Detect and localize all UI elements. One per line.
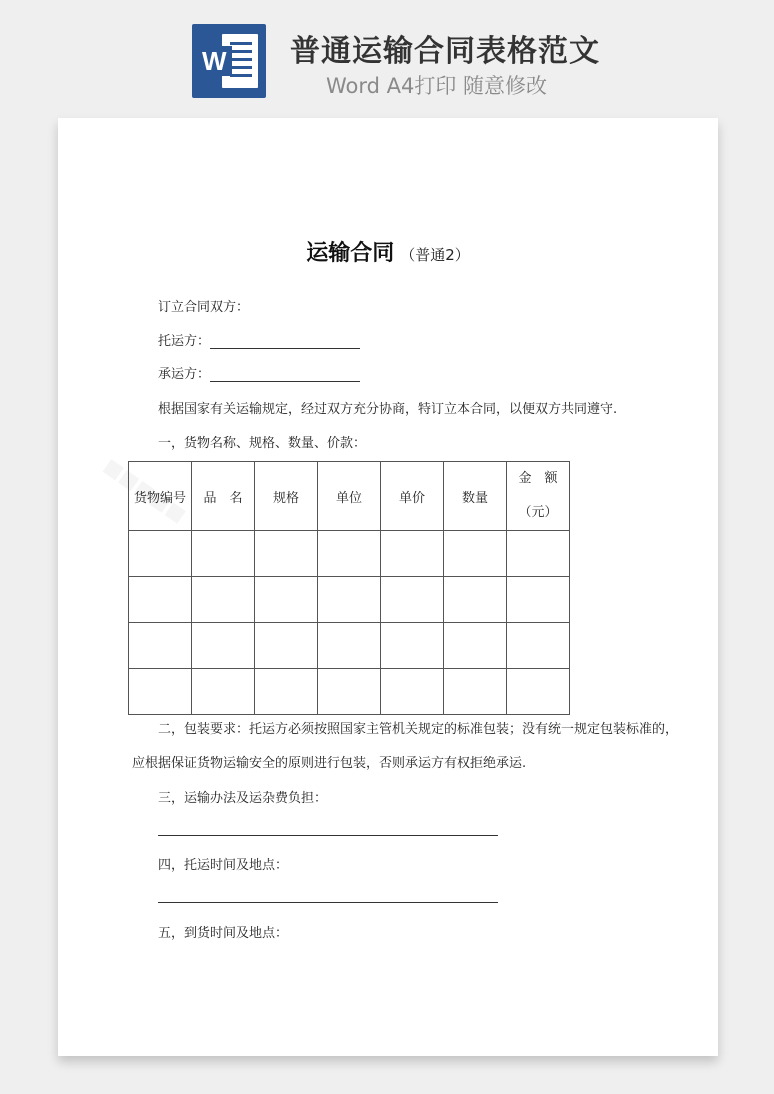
- table-cell[interactable]: [255, 623, 318, 669]
- section3-field[interactable]: [158, 821, 498, 836]
- parties-line: 订立合同双方：: [158, 300, 250, 315]
- document-title-main: 运输合同: [306, 241, 395, 266]
- col-header-quantity: 数量: [444, 462, 507, 531]
- table-row: [129, 531, 570, 577]
- table-cell[interactable]: [444, 531, 507, 577]
- table-cell[interactable]: [444, 577, 507, 623]
- table-cell[interactable]: [192, 577, 255, 623]
- table-cell[interactable]: [129, 623, 192, 669]
- section3-heading: 三，运输办法及运杂费负担：: [158, 791, 328, 806]
- word-icon: [192, 24, 266, 98]
- table-row: [129, 669, 570, 715]
- table-cell[interactable]: [318, 623, 381, 669]
- table-cell[interactable]: [129, 669, 192, 715]
- goods-table-header-row: [129, 462, 570, 531]
- document-page: [58, 118, 718, 1056]
- section2-line1: 二，包装要求：托运方必须按照国家主管机关规定的标准包装；没有统一规定包装标准的，: [158, 722, 679, 737]
- table-cell[interactable]: [129, 531, 192, 577]
- document-title-suffix: （普通2）: [400, 246, 470, 264]
- goods-table: [128, 461, 570, 715]
- shipper-label: 托运方：: [158, 334, 211, 349]
- shipper-field[interactable]: [210, 333, 360, 349]
- table-cell[interactable]: [381, 623, 444, 669]
- section4-heading: 四，托运时间及地点：: [158, 858, 289, 873]
- col-header-amount: [507, 462, 570, 531]
- shipper-line: [158, 330, 360, 349]
- table-cell[interactable]: [507, 531, 570, 577]
- col-header-amount-label: 金 额: [518, 471, 558, 486]
- table-cell[interactable]: [255, 531, 318, 577]
- table-row: [129, 577, 570, 623]
- carrier-field[interactable]: [210, 366, 360, 382]
- word-icon-letter: W: [202, 46, 232, 76]
- section5-heading: 五，到货时间及地点：: [158, 926, 289, 941]
- table-cell[interactable]: [507, 623, 570, 669]
- col-header-item-no: 货物编号: [129, 462, 192, 531]
- table-cell[interactable]: [318, 577, 381, 623]
- table-cell[interactable]: [255, 669, 318, 715]
- table-cell[interactable]: [192, 531, 255, 577]
- table-cell[interactable]: [507, 577, 570, 623]
- table-cell[interactable]: [318, 669, 381, 715]
- banner-subtitle: Word A4打印 随意修改: [326, 74, 548, 98]
- section4-blank: [158, 888, 498, 903]
- col-header-name: 品 名: [192, 462, 255, 531]
- table-cell[interactable]: [318, 531, 381, 577]
- section3-blank: [158, 821, 498, 836]
- header: [0, 0, 774, 110]
- table-cell[interactable]: [381, 531, 444, 577]
- table-cell[interactable]: [255, 577, 318, 623]
- table-cell[interactable]: [129, 577, 192, 623]
- col-header-unit: 单位: [318, 462, 381, 531]
- banner-title: 普通运输合同表格范文: [290, 34, 600, 69]
- section1-heading: 一，货物名称、规格、数量、价款：: [158, 436, 367, 451]
- section2-line2: 应根据保证货物运输安全的原则进行包装，否则承运方有权拒绝承运.: [132, 756, 527, 771]
- col-header-spec: 规格: [255, 462, 318, 531]
- intro-paragraph: 根据国家有关运输规定，经过双方充分协商，特订立本合同，以便双方共同遵守.: [158, 402, 618, 417]
- table-cell[interactable]: [444, 669, 507, 715]
- table-cell[interactable]: [444, 623, 507, 669]
- table-cell[interactable]: [192, 623, 255, 669]
- carrier-line: [158, 363, 360, 382]
- col-header-amount-unit: （元）: [518, 505, 558, 520]
- carrier-label: 承运方：: [158, 367, 211, 382]
- table-cell[interactable]: [192, 669, 255, 715]
- table-cell[interactable]: [507, 669, 570, 715]
- table-cell[interactable]: [381, 669, 444, 715]
- table-row: [129, 623, 570, 669]
- table-cell[interactable]: [381, 577, 444, 623]
- col-header-unit-price: 单价: [381, 462, 444, 531]
- document-title: [58, 236, 718, 267]
- section4-field[interactable]: [158, 888, 498, 903]
